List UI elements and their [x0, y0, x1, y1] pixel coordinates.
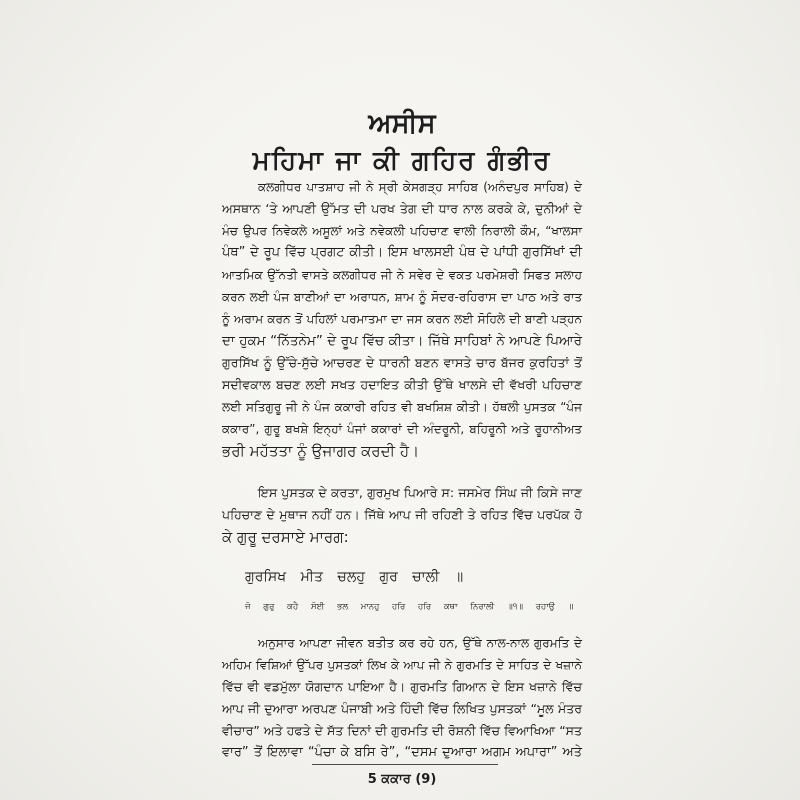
text-line: ਅਸਥਾਨ ‘ਤੇ ਆਪਣੀ ਉੱਮਤ ਦੀ ਪਰਖ ਤੇਗ ਦੀ ਧਾਰ ਨਾਲ ਕਰਕੇ ਕੇ, ਦੁਨੀਆਂ ਦੇ [222, 201, 582, 216]
verse-line: ਗੁਰਸਿਖ ਮੀਤ ਚਲਹੁ ਗੁਰ ਚਾਲੀ ॥ [245, 569, 464, 585]
text-line: ਕੇ ਗੁਰੂ ਦਰਸਾਏ ਮਾਰਗ: [222, 528, 349, 546]
text-line: ਵਿੱਚ ਵੀ ਵਡਮੁੱਲਾ ਯੋਗਦਾਨ ਪਾਇਆ ਹੈ। ਗੁਰਮਤਿ ਗਿਆਨ ਦੇ ਇਸ ਖਜ਼ਾਨੇ ਵਿੱਚ [222, 679, 582, 694]
text-line: ਕਰਨ ਲਈ ਪੰਜ ਬਾਣੀਆਂ ਦਾ ਅਰਾਧਨ, ਸ਼ਾਮ ਨੂੰ ਸੋਦਰ-ਰਹਿਰਾਸ ਦਾ ਪਾਠ ਅਤੇ ਰਾਤ [222, 290, 582, 304]
text-line: ਮੰਚ ਉਪਰ ਨਿਵੇਕਲੇ ਅਸੂਲਾਂ ਅਤੇ ਨਵੇਕਲੀ ਪਹਿਚਾਣ ਵਾਲੀ ਨਿਰਾਲੀ ਕੌਮ, “ਖਾਲਸਾ [222, 224, 582, 238]
verse-block [245, 566, 582, 618]
text-line: ਭਰੀ ਮਹੱਤਤਾ ਨੂੰ ਉਜਾਗਰ ਕਰਦੀ ਹੈ। [222, 442, 420, 460]
text-line: ਆਪ ਜੀ ਦੁਆਰਾ ਅਰਪਣ ਪੰਜਾਬੀ ਅਤੇ ਹਿੰਦੀ ਵਿੱਚ ਲਿਖਿਤ ਪੁਸਤਕਾਂ “ਮੂਲ ਮੰਤਰ [222, 701, 582, 716]
text-line: ਕਲਗੀਧਰ ਪਾਤਸ਼ਾਹ ਜੀ ਨੇ ਸ੍ਰੀ ਕੇਸਗੜ੍ਹ ਸਾਹਿਬ (ਅਨੰਦਪੁਰ ਸਾਹਿਬ) ਦੇ [258, 180, 582, 194]
verse-line: ਜੋ ਗੁਰੁ ਕਹੈ ਸੋਈ ਭਲ ਮਾਨਹੁ ਹਰਿ ਹਰਿ ਕਥਾ ਨਿਰਾਲੀ ॥੧॥ ਰਹਾਉ ॥ [245, 602, 574, 612]
text-line: ਪਹਿਚਾਣ ਦੇ ਮੁਥਾਜ ਨਹੀਂ ਹਨ। ਜਿੱਥੇ ਆਪ ਜੀ ਰਹਿਣੀ ਤੇ ਰਹਿਤ ਵਿੱਚ ਪਰਪੱਕ ਹੋ [222, 507, 582, 522]
paragraph-2 [222, 482, 582, 548]
text-line: ਦਾ ਹੁਕਮ “ਨਿੱਤਨੇਮ” ਦੇ ਰੂਪ ਵਿੱਚ ਕੀਤਾ। ਜਿੱਥੇ ਸਾਹਿਬਾਂ ਨੇ ਆਪਣੇ ਪਿਆਰੇ [222, 333, 582, 349]
text-line: ਲਈ ਸਤਿਗੁਰੂ ਜੀ ਨੇ ਪੰਜ ਕਕਾਰੀ ਰਹਿਤ ਵੀ ਬਖਸ਼ਿਸ਼ ਕੀਤੀ। ਹੱਥਲੀ ਪੁਸਤਕ “ਪੰਜ [222, 400, 582, 414]
text-line: ਵੀਚਾਰ” ਅਤੇ ਹਫਤੇ ਦੇ ਸੱਤ ਦਿਨਾਂ ਦੀ ਗੁਰਮਤਿ ਦੀ ਰੋਸ਼ਨੀ ਵਿੱਚ ਵਿਆਖਿਆ “ਸਤ [222, 723, 582, 738]
text-line: ਇਸ ਪੁਸਤਕ ਦੇ ਕਰਤਾ, ਗੁਰਮੁਖ ਪਿਆਰੇ ਸ: ਜਸਮੇਰ ਸਿੰਘ ਜੀ ਕਿਸੇ ਜਾਣ [258, 485, 582, 500]
paragraph-3 [222, 632, 582, 764]
text-line: ਪੰਥ” ਦੇ ਰੂਪ ਵਿੱਚ ਪ੍ਰਗਟ ਕੀਤੀ। ਇਸ ਖਾਲਸਈ ਪੰਥ ਦੇ ਪਾਂਧੀ ਗੁਰਸਿੱਖਾਂ ਦੀ [222, 245, 582, 260]
page-folio: 5 ਕਕਾਰ (9) [367, 772, 437, 787]
text-line: ਅਹਿਮ ਵਿਸ਼ਿਆਂ ਉੱਪਰ ਪੁਸਤਕਾਂ ਲਿਖ ਕੇ ਆਪ ਜੀ ਨੇ ਗੁਰਮਤਿ ਦੇ ਸਾਹਿਤ ਦੇ ਖਜ਼ਾਨੇ [222, 658, 582, 672]
page-subtitle: ਮਹਿਮਾ ਜਾ ਕੀ ਗਹਿਰ ਗੰਭੀਰ [252, 146, 552, 176]
paragraph-1 [222, 176, 582, 462]
text-line: ਸਦੀਵਕਾਲ ਬਚਣ ਲਈ ਸਖਤ ਹਦਾਇਤ ਕੀਤੀ ਉੱਥੇ ਖਾਲਸੇ ਦੀ ਵੱਖਰੀ ਪਹਿਚਾਣ [222, 377, 582, 392]
page-title: ਅਸੀਸ [368, 108, 436, 139]
text-line: ਗੁਰਸਿੱਖ ਨੂੰ ਉੱਚੇ-ਸੁੱਚੇ ਆਚਰਣ ਦੇ ਧਾਰਨੀ ਬਣਨ ਵਾਸਤੇ ਚਾਰ ਬੱਜਰ ਕੁਰਹਿਤਾਂ ਤੋਂ [222, 355, 582, 370]
text-line: ਕਕਾਰ”, ਗੁਰੂ ਬਖਸ਼ੇ ਇਨ੍ਹਾਂ ਪੰਜਾਂ ਕਕਾਰਾਂ ਦੀ ਅੰਦਰੂਨੀ, ਬਹਿਰੂਨੀ ਅਤੇ ਰੂਹਾਨੀਅਤ [222, 422, 582, 436]
text-line: ਆਤਮਿਕ ਉੱਨਤੀ ਵਾਸਤੇ ਕਲਗੀਧਰ ਜੀ ਨੇ ਸਵੇਰ ਦੇ ਵਕਤ ਪਰਮੇਸ਼ਰੀ ਸਿਫਤ ਸਲਾਹ [222, 268, 582, 282]
text-line: ਨੂੰ ਅਰਾਮ ਕਰਨ ਤੋਂ ਪਹਿਲਾਂ ਪਰਮਾਤਮਾ ਦਾ ਜਸ ਕਰਨ ਲਈ ਸੋਹਿਲੇ ਦੀ ਬਾਣੀ ਪੜ੍ਹਨ [222, 312, 582, 326]
footer-rule [312, 764, 498, 765]
text-line: ਅਨੁਸਾਰ ਆਪਣਾ ਜੀਵਨ ਬਤੀਤ ਕਰ ਰਹੇ ਹਨ, ਉੱਥੇ ਨਾਲ-ਨਾਲ ਗੁਰਮਤਿ ਦੇ [258, 636, 582, 650]
text-line: ਵਾਰ” ਤੋਂ ਇਲਾਵਾ “ਪੰਚਾ ਕੇ ਬਸਿ ਰੇ”, “ਦਸਮ ਦੁਆਰਾ ਅਗਮ ਅਪਾਰਾ” ਅਤੇ [222, 745, 582, 760]
